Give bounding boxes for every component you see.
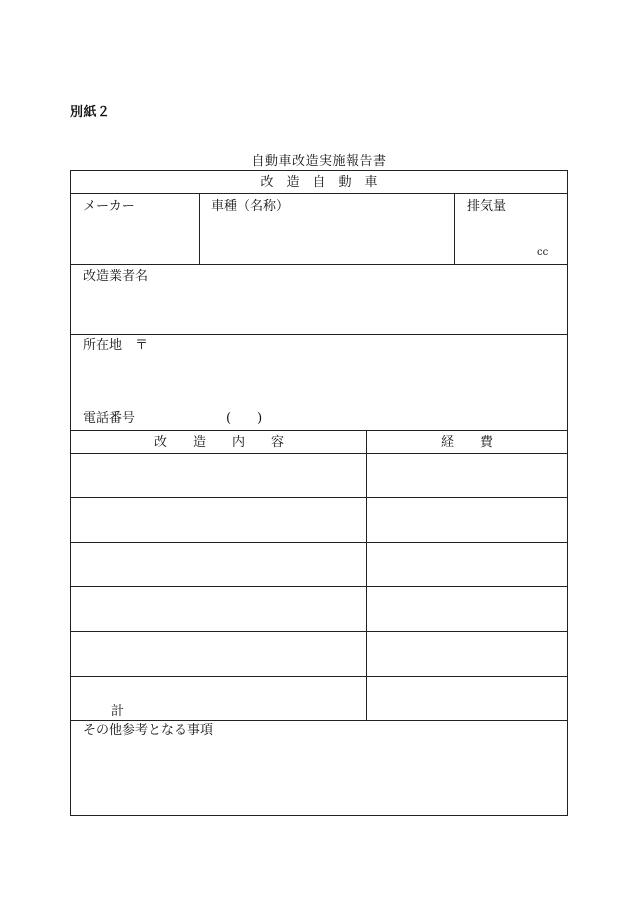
rule-below-table-header bbox=[71, 453, 567, 454]
maker-label: メーカー bbox=[83, 199, 135, 214]
notes-label: その他参考となる事項 bbox=[83, 723, 214, 738]
rule-below-address bbox=[71, 430, 567, 431]
rule-table-row-2 bbox=[71, 542, 567, 543]
model-label: 車種（名称） bbox=[211, 199, 290, 214]
total-label: 計 bbox=[111, 704, 125, 719]
displacement-unit: cc bbox=[537, 247, 549, 258]
rule-below-contractor bbox=[71, 334, 567, 335]
phone-area-code-parens: ( ) bbox=[226, 411, 263, 426]
rule-table-row-3 bbox=[71, 586, 567, 587]
document-title: 自動車改造実施報告書 bbox=[251, 154, 387, 169]
contractor-name-label: 改造業者名 bbox=[83, 269, 149, 284]
rule-below-total bbox=[71, 720, 567, 721]
report-form bbox=[70, 170, 568, 816]
divider-model-displacement bbox=[454, 193, 455, 264]
rule-table-row-1 bbox=[71, 497, 567, 498]
displacement-label: 排気量 bbox=[467, 199, 507, 214]
attachment-label: 別紙２ bbox=[70, 105, 111, 120]
cost-column-header: 経 費 bbox=[440, 435, 493, 450]
rule-table-row-5 bbox=[71, 676, 567, 677]
phone-label: 電話番号 bbox=[83, 411, 136, 426]
divider-content-cost bbox=[366, 430, 367, 720]
rule-below-vehicle-row bbox=[71, 264, 567, 265]
rule-below-vehicle-header bbox=[71, 193, 567, 194]
rule-table-row-4 bbox=[71, 631, 567, 632]
address-label: 所在地 〒 bbox=[83, 338, 149, 353]
vehicle-section-header: 改 造 自 動 車 bbox=[260, 175, 378, 190]
content-column-header: 改 造 内 容 bbox=[153, 435, 284, 450]
divider-maker-model bbox=[199, 193, 200, 264]
